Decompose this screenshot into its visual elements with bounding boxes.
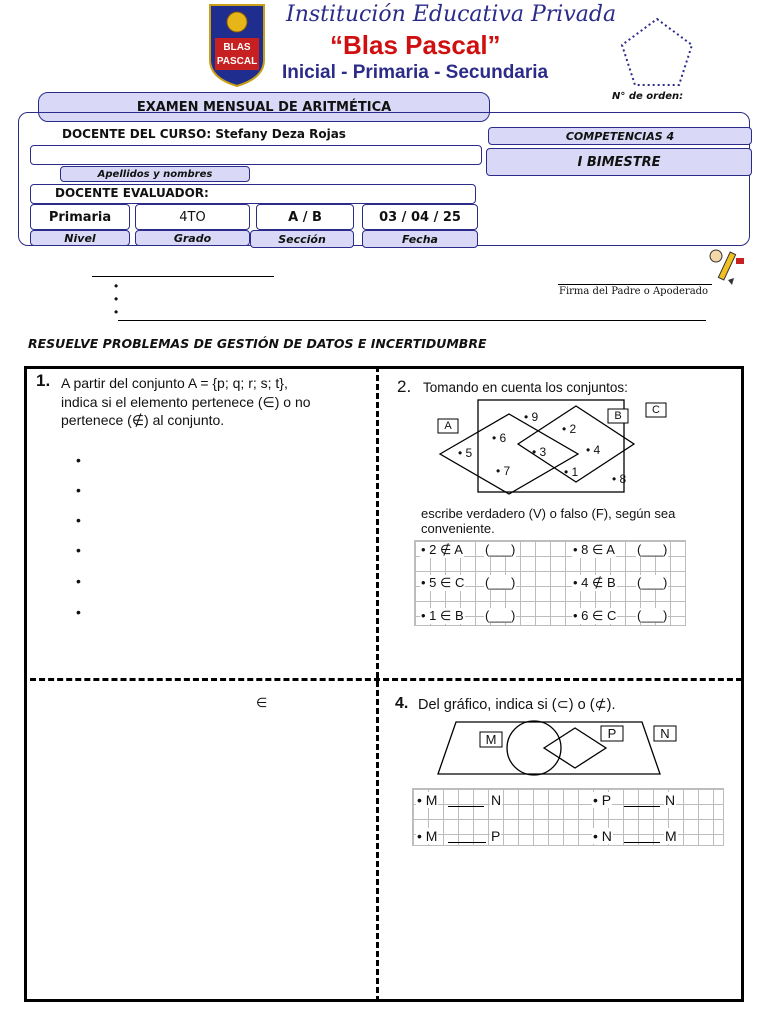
q4-row-1-left-blank[interactable]: [448, 806, 484, 807]
q2-row-3-left: • 1 ∈ B: [421, 608, 464, 623]
q4-row-1-left-a: • M: [417, 792, 438, 808]
q2-row-2-left: • 5 ∈ C: [421, 575, 465, 590]
evaluador-label: DOCENTE EVALUADOR:: [55, 186, 209, 200]
student-name-field[interactable]: [30, 145, 482, 165]
grado-value: 4TO: [179, 209, 206, 225]
grado-value-box[interactable]: [135, 204, 250, 230]
set-label-b: B: [614, 410, 622, 422]
q4-row-2-left-blank[interactable]: [448, 842, 486, 843]
apellidos-label: Apellidos y nombres: [97, 168, 213, 180]
q2-row-1-right-answer[interactable]: (___): [637, 542, 668, 557]
nivel-label: Nivel: [64, 231, 96, 245]
bimestre-text: I BIMESTRE: [577, 154, 661, 170]
evaluador-box[interactable]: [30, 184, 476, 204]
element-8: • 8: [612, 472, 627, 486]
pencil-mascot-icon: [704, 246, 748, 286]
q2-row-3-right: • 6 ∈ C: [573, 608, 617, 623]
section-title: RESUELVE PROBLEMAS DE GESTIÓN DE DATOS E INCERTIDUMBRE: [28, 336, 487, 351]
fecha-label-box: [362, 230, 478, 248]
fecha-value-box[interactable]: [362, 204, 478, 230]
q2-row-1-left: • 2 ∉ A: [421, 542, 463, 557]
element-5: • 5: [458, 446, 473, 460]
set-label-a: A: [444, 420, 452, 432]
q2-instruction-line1: escribe verdadero (V) o falso (F), según sea: [421, 506, 676, 521]
q2-venn-diagram: [436, 398, 672, 498]
logo-text-2: PASCAL: [216, 55, 258, 67]
set-label-n: N: [660, 726, 670, 741]
teacher-line: DOCENTE DEL CURSO: Stefany Deza Rojas: [62, 127, 346, 141]
element-4: • 4: [586, 443, 601, 457]
q1-text-line1: A partir del conjunto A = {p; q; r; s; t},: [61, 375, 288, 391]
q2-row-2-left-answer[interactable]: (___): [485, 575, 516, 590]
competencias-box: [488, 127, 752, 145]
set-label-m: M: [485, 732, 497, 747]
q1-answer-bullet-6: •: [76, 604, 81, 620]
seccion-label: Sección: [278, 232, 326, 246]
grado-label: Grado: [173, 231, 212, 245]
q4-number: 4.: [395, 695, 409, 712]
q2-instruction-line2: conveniente.: [421, 521, 495, 536]
bimestre-box: [486, 148, 752, 176]
q2-row-1-left-answer[interactable]: (___): [485, 542, 516, 557]
element-3: • 3: [532, 445, 547, 459]
school-levels: Inicial - Primaria - Secundaria: [282, 62, 549, 83]
institution-script: Institución Educativa Privada: [286, 2, 617, 27]
set-label-p: P: [607, 726, 617, 741]
nivel-value: Primaria: [48, 209, 112, 225]
school-name: “Blas Pascal”: [330, 30, 501, 60]
q4-row-1-right-b: N: [665, 792, 676, 808]
fecha-label: Fecha: [402, 232, 438, 246]
element-7: • 7: [496, 464, 511, 478]
parent-signature-label: Firma del Padre o Apoderado: [559, 286, 709, 297]
q1-answer-bullet-3: •: [76, 512, 81, 528]
pentagon-icon: [618, 16, 696, 88]
q4-row-1-right-blank[interactable]: [624, 806, 660, 807]
element-9: • 9: [524, 410, 539, 424]
q1-answer-bullet-2: •: [76, 482, 81, 498]
q4-row-2-left-b: P: [491, 828, 501, 844]
school-logo: [207, 2, 267, 88]
seccion-value-box[interactable]: [256, 204, 354, 230]
element-1: • 1: [564, 465, 579, 479]
q4-row-2-right-blank[interactable]: [624, 842, 660, 843]
seccion-value: A / B: [288, 209, 322, 225]
order-number-label: N° de orden:: [612, 91, 684, 102]
q1-number: 1.: [36, 371, 51, 390]
q2-row-2-right: • 4 ∉ B: [573, 575, 616, 590]
q1-answer-bullet-5: •: [76, 573, 81, 589]
q1-answer-bullet-4: •: [76, 542, 81, 558]
q1-answer-bullet-1: •: [76, 452, 81, 468]
element-2: • 2: [562, 422, 577, 436]
q4-row-2-right-b: M: [665, 828, 677, 844]
q4-set-diagram: [434, 718, 680, 780]
set-label-c: C: [652, 404, 660, 416]
bullet-dot-1: •: [114, 279, 119, 293]
seccion-label-box: [250, 230, 354, 248]
q4-text: Del gráfico, indica si (⊂) o (⊄).: [418, 697, 616, 713]
q1-text-line3: pertenece (∉) al conjunto.: [61, 412, 225, 428]
element-6: • 6: [492, 431, 507, 445]
q4-row-1-right-a: • P: [593, 792, 612, 808]
bullet-dot-3: •: [114, 305, 119, 319]
q2-row-3-left-answer[interactable]: (___): [485, 608, 516, 623]
nivel-label-box: [30, 230, 130, 246]
horizontal-divider: [30, 678, 742, 681]
q2-number: 2.: [397, 377, 412, 396]
q4-row-1-left-b: N: [491, 792, 502, 808]
bullet-dot-2: •: [114, 292, 119, 306]
parent-signature-line: [558, 284, 712, 285]
exam-title: EXAMEN MENSUAL DE ARITMÉTICA: [136, 99, 392, 115]
signature-line-top: [92, 276, 274, 277]
grado-label-box: [135, 230, 250, 246]
vertical-divider: [376, 366, 379, 1002]
competencias-text: COMPETENCIAS 4: [565, 129, 675, 143]
logo-text-1: BLAS: [223, 41, 251, 53]
q2-row-3-right-answer[interactable]: (___): [637, 608, 668, 623]
nivel-value-box[interactable]: [30, 204, 130, 230]
q2-text: Tomando en cuenta los conjuntos:: [423, 380, 628, 395]
q2-row-1-right: • 8 ∈ A: [573, 542, 615, 557]
fecha-value: 03 / 04 / 25: [379, 209, 461, 225]
q1-text-line2: indica si el elemento pertenece (∈) o no: [61, 394, 311, 410]
q4-row-2-right-a: • N: [593, 828, 612, 844]
q4-row-2-left-a: • M: [417, 828, 438, 844]
apellidos-label-box: [60, 166, 250, 182]
signature-line-bottom: [118, 320, 706, 321]
q3-symbol: ∈: [256, 695, 268, 710]
q2-row-2-right-answer[interactable]: (___): [637, 575, 668, 590]
